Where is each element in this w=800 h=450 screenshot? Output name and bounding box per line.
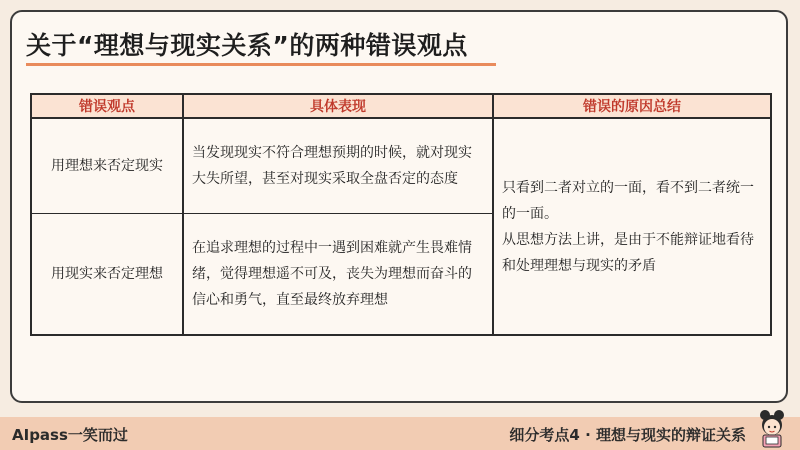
- footer-bar: [0, 417, 800, 450]
- footer-brand: AIpass一笑而过: [12, 426, 128, 444]
- manifestation-cell: 当发现现实不符合理想预期的时候，就对现实大失所望，甚至对现实采取全盘否定的态度: [183, 118, 493, 214]
- footer-topic: 细分考点4 · 理想与现实的辩证关系: [509, 426, 746, 444]
- table-header-row: [31, 94, 771, 118]
- table-row: [31, 118, 771, 214]
- manifestation-cell: 在追求理想的过程中一遇到困难就产生畏难情绪，觉得理想遥不可及，丧失为理想而奋斗的信心和勇气，直至最终放弃理想: [183, 214, 493, 336]
- girl-mascot-icon: [752, 408, 792, 448]
- header-manifestation: 具体表现: [183, 94, 493, 118]
- viewpoint-cell: 用理想来否定现实: [31, 118, 183, 214]
- page-title: 关于“理想与现实关系”的两种错误观点: [26, 31, 468, 60]
- title-underline: [26, 63, 496, 66]
- comparison-table: [30, 93, 772, 336]
- header-cause: 错误的原因总结: [493, 94, 771, 118]
- cause-text-2: 从思想方法上讲，是由于不能辩证地看待和处理理想与现实的矛盾: [502, 231, 754, 274]
- header-viewpoint: 错误观点: [31, 94, 183, 118]
- viewpoint-cell: 用现实来否定理想: [31, 214, 183, 336]
- cause-cell: [493, 118, 771, 335]
- cause-text-1: 只看到二者对立的一面，看不到二者统一的一面。: [502, 179, 754, 222]
